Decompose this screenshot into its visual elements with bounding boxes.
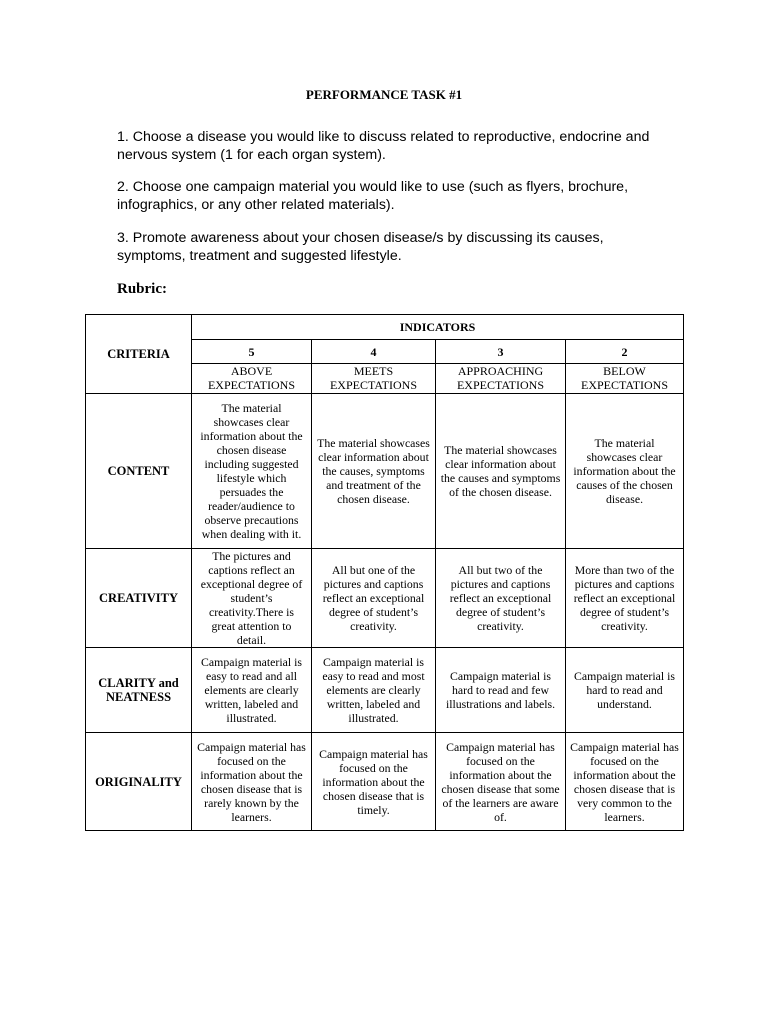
rubric-cell: The material showcases clear information about the chosen disease including suggested lifestyle which persuades the reader/audience to observe precautions when dealing with it.: [192, 394, 312, 549]
rubric-cell: Campaign material has focused on the information about the chosen disease that is very common to the learners.: [566, 733, 684, 831]
score-header: 2: [566, 340, 684, 364]
rubric-cell: Campaign material has focused on the information about the chosen disease that is timely.: [312, 733, 436, 831]
rubric-cell: All but two of the pictures and captions reflect an exceptional degree of student’s creativity.: [436, 549, 566, 648]
level-header: ABOVE EXPECTATIONS: [192, 364, 312, 394]
level-header: MEETS EXPECTATIONS: [312, 364, 436, 394]
level-header: BELOW EXPECTATIONS: [566, 364, 684, 394]
table-row: [86, 733, 684, 831]
rubric-cell: The pictures and captions reflect an exceptional degree of student’s creativity.There is great attention to detail.: [192, 549, 312, 648]
level-header: APPROACHING EXPECTATIONS: [436, 364, 566, 394]
rubric-cell: Campaign material is hard to read and few illustrations and labels.: [436, 648, 566, 733]
rubric-cell: Campaign material is hard to read and understand.: [566, 648, 684, 733]
table-row: [86, 394, 684, 549]
rubric-heading: Rubric:: [117, 281, 167, 297]
score-header: 5: [192, 340, 312, 364]
rubric-cell: Campaign material is easy to read and all elements are clearly written, labeled and illustrated.: [192, 648, 312, 733]
rubric-cell: The material showcases clear information about the causes and symptoms of the chosen disease.: [436, 394, 566, 549]
criterion-label: CREATIVITY: [86, 549, 192, 648]
table-row: [86, 549, 684, 648]
rubric-cell: All but one of the pictures and captions reflect an exceptional degree of student’s creativity.: [312, 549, 436, 648]
rubric-cell: The material showcases clear information about the causes, symptoms and treatment of the chosen disease.: [312, 394, 436, 549]
rubric-cell: The material showcases clear information about the causes of the chosen disease.: [566, 394, 684, 549]
criterion-label: ORIGINALITY: [86, 733, 192, 831]
page-title: PERFORMANCE TASK #1: [305, 87, 463, 102]
rubric-table: [85, 314, 684, 831]
instruction-1: 1. Choose a disease you would like to discuss related to reproductive, endocrine and nervous system (1 for each organ system).: [117, 129, 650, 163]
instruction-3: 3. Promote awareness about your chosen disease/s by discussing its causes, symptoms, treatment and suggested lifestyle.: [117, 230, 604, 264]
table-row: [86, 315, 684, 340]
table-row: [86, 648, 684, 733]
indicators-header: INDICATORS: [192, 315, 684, 340]
criterion-label: CLARITY and NEATNESS: [86, 648, 192, 733]
rubric-cell: More than two of the pictures and captions reflect an exceptional degree of student’s creativity.: [566, 549, 684, 648]
rubric-cell: Campaign material has focused on the information about the chosen disease that is rarely known by the learners.: [192, 733, 312, 831]
criterion-label: CONTENT: [86, 394, 192, 549]
rubric-cell: Campaign material is easy to read and most elements are clearly written, labeled and illustrated.: [312, 648, 436, 733]
score-header: 4: [312, 340, 436, 364]
score-header: 3: [436, 340, 566, 364]
rubric-cell: Campaign material has focused on the information about the chosen disease that some of the learners are aware of.: [436, 733, 566, 831]
instruction-2: 2. Choose one campaign material you would like to use (such as flyers, brochure, infographics, or any other related materials).: [117, 179, 629, 213]
criteria-header: CRITERIA: [86, 315, 192, 394]
